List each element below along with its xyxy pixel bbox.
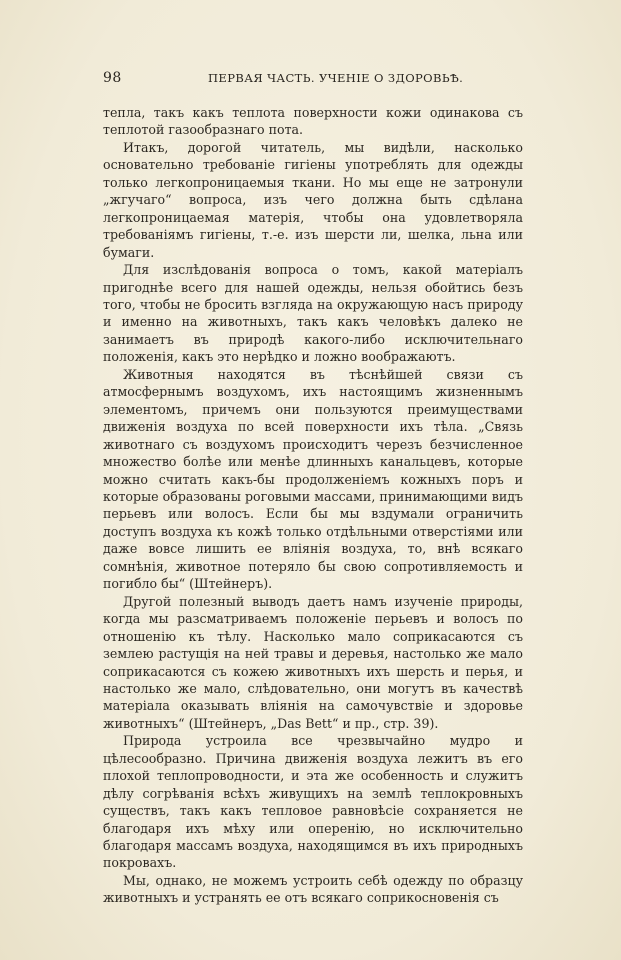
paragraph: Мы, однако, не можемъ устроить себѣ одежду по образцу животныхъ и устранять ее отъ всякаго соприкосновенія съ xyxy=(103,872,523,906)
paragraph: Природа устроила все чрезвычайно мудро и цѣлесообразно. Причина движенія воздуха лежитъ въ его плохой теплопроводности, и эта же особенность и служитъ дѣлу согрѣванія всѣхъ живущихъ на землѣ теплокровныхъ существъ, такъ какъ тепловое равновѣсіе сохраняется не благодаря ихъ мѣху или оперенію, но исключительно благодаря массамъ воздуха, находящимся въ ихъ природныхъ покровахъ. xyxy=(103,733,523,871)
page-header xyxy=(103,70,523,92)
paragraph: Итакъ, дорогой читатель, мы видѣли, насколько основательно требованіе гигіены употреблять для одежды только легкопроницаемыя ткани. Но мы еще не затронули „жгучаго“ вопроса, изъ чего должна быть сдѣлана легкопроницаемая матерія, чтобы она удовлетворяла требованіямъ гигіены, т.-е. изъ шерсти ли, шелка, льна или бумаги. xyxy=(103,139,523,260)
paragraph: Животныя находятся въ тѣснѣйшей связи съ атмосфернымъ воздухомъ, ихъ настоящимъ жизненнымъ элементомъ, причемъ они пользуются преимуществами движенія воздуха по всей поверхности ихъ тѣла. „Связь животнаго съ воздухомъ происходитъ черезъ безчисленное множество болѣе или менѣе длинныхъ канальцевъ, которые можно считать какъ-бы продолженіемъ кожныхъ поръ и которые образованы роговыми массами, принимающими видъ перьевъ или волосъ. Если бы мы вздумали ограничить доступъ воздуха къ кожѣ только отдѣльными отверстіями или даже вовсе лишить ее вліянія воздуха, то, внѣ всякаго сомнѣнія, животное потеряло бы свою сопротивляемость и погибло бы“ (Штейнеръ). xyxy=(103,366,523,592)
body-text xyxy=(103,104,523,907)
running-head: ПЕРВАЯ ЧАСТЬ. УЧЕНІЕ О ЗДОРОВЬѢ. xyxy=(208,71,464,85)
page-number: 98 xyxy=(103,70,122,86)
paragraph-continuation: тепла, такъ какъ теплота поверхности кожи одинакова съ теплотой газообразнаго пота. xyxy=(103,105,523,138)
paragraph: Другой полезный выводъ даетъ намъ изученіе природы, когда мы разсматриваемъ положеніе перьевъ и волосъ по отношенію къ тѣлу. Насколько мало соприкасаются съ землею растущія на ней травы и деревья, настолько же мало соприкасаются съ кожею животныхъ ихъ шерсть и перья, и настолько же мало, слѣдовательно, они могутъ въ качествѣ матеріала оказывать вліянія на самочувствіе и здоровье животныхъ“ (Штейнеръ, „Das Bett“ и пр., стр. 39). xyxy=(103,593,523,731)
paragraph: Для изслѣдованія вопроса о томъ, какой матеріалъ пригоднѣе всего для нашей одежды, нельзя обойтись безъ того, чтобы не бросить взгляда на окружающую насъ природу и именно на животныхъ, такъ какъ человѣкъ далеко не занимаетъ въ природѣ какого-либо исключительнаго положенія, какъ это нерѣдко и ложно воображаютъ. xyxy=(103,262,523,365)
